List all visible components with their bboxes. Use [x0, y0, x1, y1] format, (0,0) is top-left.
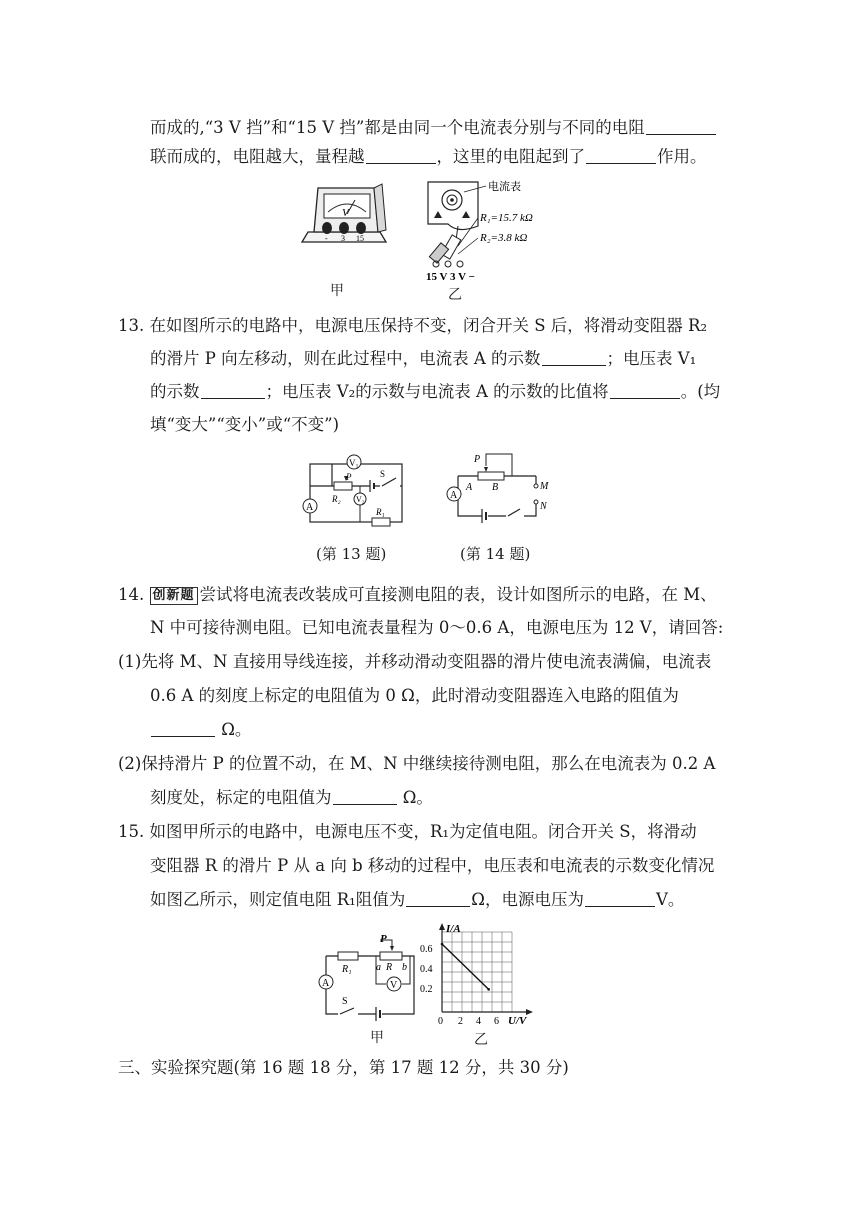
section-3-heading: 三、实验探究题(第 16 题 18 分，第 17 题 12 分，共 30 分) [118, 1058, 569, 1077]
answer-blank[interactable] [406, 890, 470, 907]
meter-letter: V [342, 207, 349, 219]
answer-blank[interactable] [201, 382, 265, 399]
series-line [442, 944, 489, 989]
y-tick-label: 0.6 [420, 944, 433, 955]
y-tick-label: 0.4 [420, 964, 433, 975]
svg-text:15: 15 [356, 234, 364, 243]
innovation-tag: 创新题 [150, 587, 198, 605]
q15-line-2: 变阻器 R 的滑片 P 从 a 向 b 移动的过程中，电压表和电流表的示数变化情况 [150, 856, 715, 875]
svg-text:M: M [540, 481, 549, 492]
meter-internal-figure [418, 176, 558, 286]
x-tick-label: 0 [438, 1016, 443, 1027]
svg-text:V₂: V₂ [356, 495, 365, 504]
q12-line-1: 而成的,“3 V 挡”和“15 V 挡”都是由同一个电流表分别与不同的电阻 [150, 117, 717, 139]
svg-text:P: P [380, 933, 387, 945]
svg-text:N: N [540, 501, 547, 512]
x-axis-label: U/V [508, 1015, 527, 1027]
q14-line-1: 14. 创新题 尝试将电流表改装成可直接测电阻的表，设计如图所示的电路，在 M、 [118, 585, 717, 604]
svg-text:V: V [390, 980, 398, 991]
svg-text:-: - [325, 234, 328, 243]
x-tick-label: 2 [458, 1016, 463, 1027]
svg-text:b: b [402, 962, 407, 973]
answer-blank[interactable] [333, 788, 397, 805]
svg-text:a: a [376, 962, 381, 973]
data-point [487, 988, 490, 991]
svg-text:R: R [386, 962, 393, 973]
answer-blank[interactable] [151, 720, 215, 737]
r1-label: R₁=15.7 kΩ [480, 212, 533, 224]
svg-text:R₁: R₁ [342, 964, 352, 975]
svg-text:V₁: V₁ [349, 458, 359, 468]
svg-text:R₂: R₂ [332, 494, 341, 504]
fig12-caption-left: 甲 [330, 283, 344, 299]
svg-text:B: B [492, 482, 499, 493]
fig12-caption-right: 乙 [448, 287, 462, 303]
q13-line-4: 填“变大”“变小”或“不变”) [150, 415, 340, 434]
iu-graph [418, 920, 536, 1028]
x-tick-label: 6 [494, 1016, 499, 1027]
y-tick-label: 0.2 [420, 984, 433, 995]
q14-part1-line-1: (1)先将 M、N 直接用导线连接，并移动滑动变阻器的滑片使电流表满偏，电流表 [118, 652, 712, 671]
svg-text:A: A [322, 978, 330, 989]
answer-blank[interactable] [585, 890, 655, 907]
q14-part1-line-3: Ω。 [150, 719, 251, 741]
svg-text:A: A [306, 502, 314, 513]
q13-line-3: 的示数 ；电压表 V₂的示数与电流表 A 的示数的比值将 。(均 [150, 382, 721, 401]
svg-text:A: A [466, 482, 473, 493]
q13-line-1: 13. 在如图所示的电路中，电源电压保持不变，闭合开关 S 后，将滑动变阻器 R₂ [118, 316, 708, 335]
q15-line-1: 15. 如图甲所示的电路中，电源电压不变，R₁为定值电阻。闭合开关 S，将滑动 [118, 822, 697, 841]
terminal-labels: 15 V 3 V − [426, 271, 475, 283]
answer-blank[interactable] [586, 147, 656, 164]
q12-line-2: 联而成的，电阻越大，量程越 ，这里的电阻起到了 作用。 [150, 147, 707, 166]
q13-line-2: 的滑片 P 向左移动，则在此过程中，电流表 A 的示数 ；电压表 V₁ [150, 349, 697, 368]
answer-blank[interactable] [610, 382, 680, 399]
r2-label: R₂=3.8 kΩ [480, 232, 528, 244]
svg-text:P: P [474, 454, 481, 465]
svg-text:R₁: R₁ [376, 507, 385, 517]
circuit-figure-13 [296, 450, 416, 530]
q15-line-3: 如图乙所示，则定值电阻 R₁阻值为 Ω，电源电压为 V。 [150, 890, 685, 909]
fig15-caption-right: 乙 [474, 1032, 488, 1048]
fig13-caption: (第 13 题) [316, 545, 387, 563]
q14-part2-line-2: 刻度处，标定的电阻值为 Ω。 [150, 788, 433, 807]
svg-text:S: S [380, 469, 386, 479]
q14-part2-line-1: (2)保持滑片 P 的位置不动，在 M、N 中继续接待测电阻，那么在电流表为 0.2 A [118, 754, 716, 773]
svg-text:A: A [450, 490, 458, 501]
circuit-figure-14 [436, 446, 556, 530]
q14-part1-line-2: 0.6 A 的刻度上标定的电阻值为 0 Ω，此时滑动变阻器连入电路的阻值为 [150, 686, 679, 705]
svg-text:S: S [342, 996, 348, 1007]
y-axis-label: I/A [446, 923, 461, 935]
fig14-caption: (第 14 题) [460, 545, 531, 563]
ammeter-label: 电流表 [488, 181, 521, 193]
data-point [441, 943, 444, 946]
q14-line-2: N 中可接待测电阻。已知电流表量程为 0～0.6 A，电源电压为 12 V，请回答: [150, 618, 724, 637]
svg-text:P: P [346, 472, 352, 482]
answer-blank[interactable] [542, 349, 606, 366]
voltmeter-figure [300, 180, 390, 250]
svg-text:3: 3 [341, 234, 345, 243]
x-tick-label: 4 [476, 1016, 481, 1027]
answer-blank[interactable] [646, 118, 716, 135]
fig15-caption-left: 甲 [370, 1030, 384, 1046]
answer-blank[interactable] [366, 147, 436, 164]
circuit-figure-15 [314, 932, 426, 1028]
